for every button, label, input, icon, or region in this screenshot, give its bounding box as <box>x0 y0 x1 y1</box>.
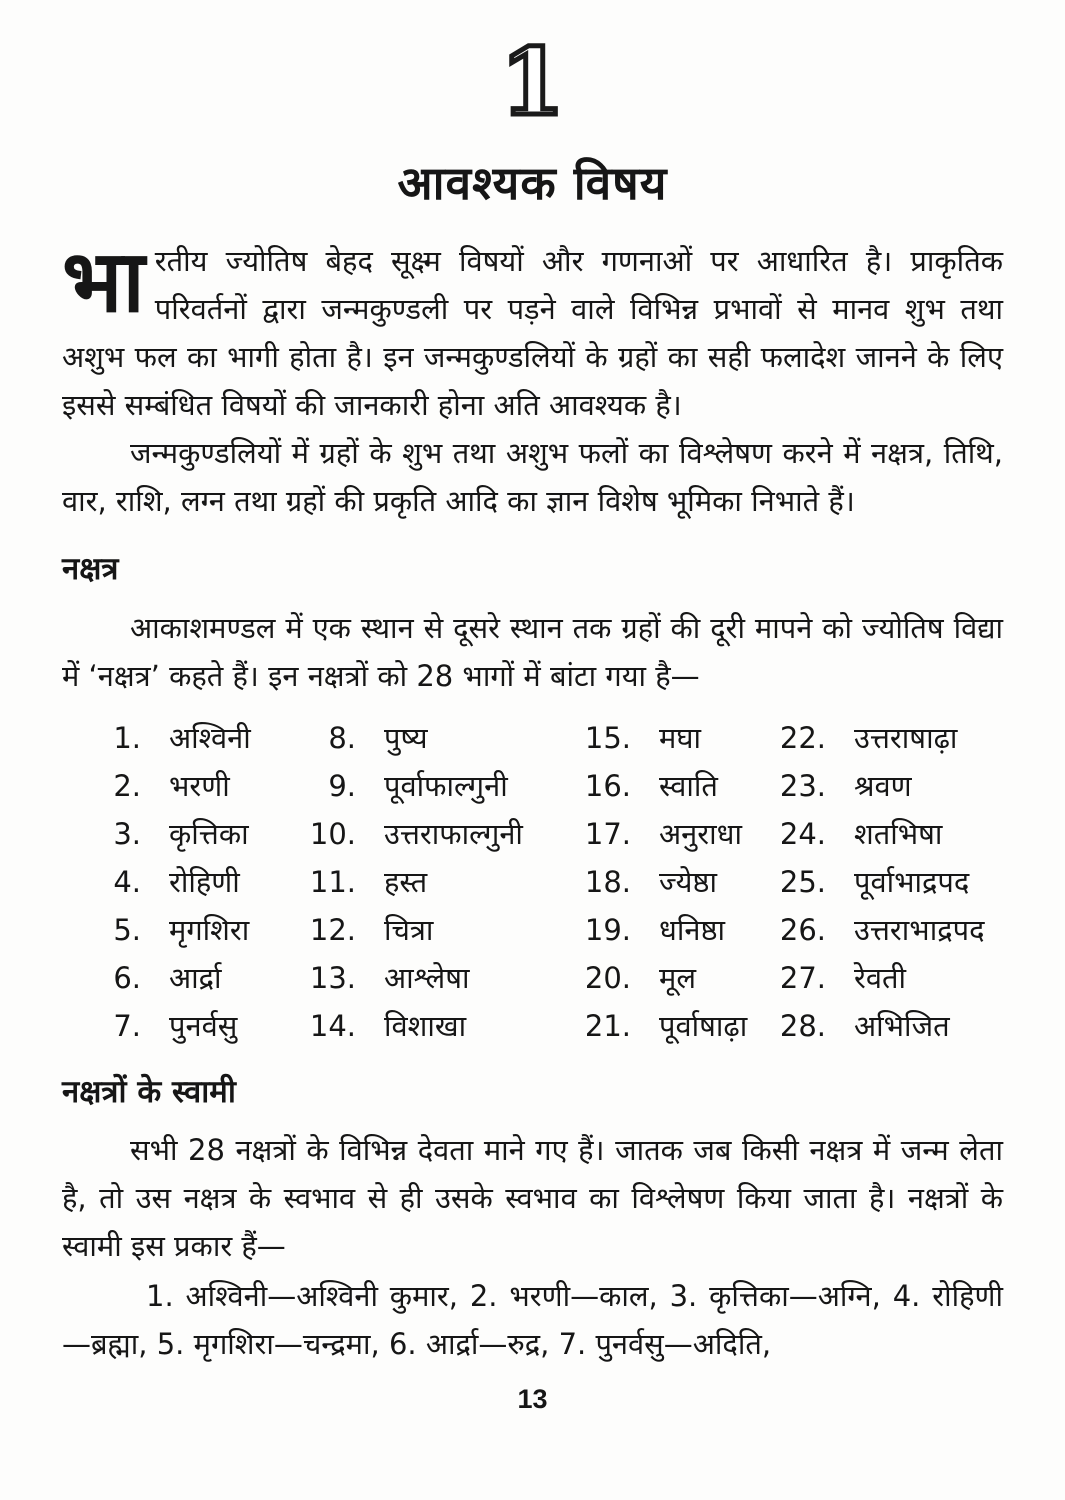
nakshatra-number: 18. <box>584 865 631 900</box>
nakshatra-name: शतभिषा <box>854 817 943 852</box>
intro-paragraph-text: रतीय ज्योतिष बेहद सूक्ष्म विषयों और गणनाओं पर आधारित है। प्राकृतिक परिवर्तनों द्वारा जन्मकुण्डली पर पड़ने वाले विभिन्न प्रभावों से मानव शुभ तथा अशुभ फल का भागी होता है। इन जन्मकुण्डलियों के ग्रहों का सही फलादेश जानने के लिए इससे सम्बंधित विषयों की जानकारी होना अति आवश्यक है। <box>62 244 1003 423</box>
nakshatra-name: पूर्वाफाल्गुनी <box>384 769 508 804</box>
nakshatra-number: 6. <box>113 961 141 996</box>
nakshatra-name: उत्तराभाद्रपद <box>854 913 985 948</box>
nakshatra-name: चित्रा <box>384 913 434 948</box>
nakshatra-name: भरणी <box>169 769 230 804</box>
nakshatra-name: श्रवण <box>854 769 912 804</box>
nakshatra-name: धनिष्ठा <box>659 913 726 948</box>
page-number: 13 <box>517 1383 548 1414</box>
nakshatra-name: स्वाति <box>659 769 718 804</box>
chapter-number: 1 <box>500 28 565 136</box>
nakshatra-name: विशाखा <box>384 1009 467 1044</box>
nakshatra-number: 23. <box>779 769 826 804</box>
nakshatra-intro-paragraph: आकाशमण्डल में एक स्थान से दूसरे स्थान तक ग्रहों की दूरी मापने को ज्योतिष विद्या में ‘नक्षत्र’ कहते हैं। इन नक्षत्रों को 28 भागों में बांटा गया है— <box>62 611 1003 694</box>
nakshatra-name: अभिजित <box>854 1009 950 1044</box>
nakshatra-number: 2. <box>113 769 141 804</box>
nakshatra-number: 20. <box>584 961 631 996</box>
nakshatra-number: 8. <box>328 721 356 756</box>
nakshatra-number: 13. <box>309 961 356 996</box>
section-heading-swami: नक्षत्रों के स्वामी <box>62 1074 236 1111</box>
nakshatra-name: अश्विनी <box>169 721 251 756</box>
nakshatra-name: कृत्तिका <box>169 817 249 852</box>
nakshatra-number: 3. <box>113 817 141 852</box>
chapter-title: आवश्यक विषय <box>397 156 668 210</box>
nakshatra-number: 26. <box>779 913 826 948</box>
nakshatra-number: 19. <box>584 913 631 948</box>
nakshatra-number: 11. <box>309 865 356 900</box>
nakshatra-number: 9. <box>328 769 356 804</box>
nakshatra-number: 7. <box>113 1009 141 1044</box>
nakshatra-name: रोहिणी <box>169 865 240 900</box>
intro-paragraph <box>62 232 1003 429</box>
nakshatra-name: अनुराधा <box>659 817 742 852</box>
nakshatra-number: 5. <box>113 913 141 948</box>
nakshatra-name: हस्त <box>384 865 428 900</box>
nakshatra-number: 14. <box>309 1009 356 1044</box>
nakshatra-number: 25. <box>779 865 826 900</box>
nakshatra-name: आश्लेषा <box>384 961 470 996</box>
swami-list-paragraph: 1. अश्विनी—अश्विनी कुमार, 2. भरणी—काल, 3. कृत्तिका—अग्नि, 4. रोहिणी—ब्रह्मा, 5. मृगशिरा—चन्द्रमा, 6. आर्द्रा—रुद्र, 7. पुनर्वसु—अदिति, <box>62 1278 1003 1361</box>
nakshatra-number: 28. <box>779 1009 826 1044</box>
nakshatra-number: 10. <box>309 817 356 852</box>
nakshatra-number: 27. <box>779 961 826 996</box>
nakshatra-name: पूर्वाषाढ़ा <box>659 1009 748 1044</box>
nakshatra-name: मघा <box>659 721 701 756</box>
nakshatra-name: मूल <box>659 961 697 996</box>
nakshatra-number: 24. <box>779 817 826 852</box>
nakshatra-name: आर्द्रा <box>169 961 222 996</box>
section-heading-nakshatra: नक्षत्र <box>62 551 119 588</box>
nakshatra-number: 4. <box>113 865 141 900</box>
nakshatra-number: 17. <box>584 817 631 852</box>
swami-paragraph: सभी 28 नक्षत्रों के विभिन्न देवता माने गए हैं। जातक जब किसी नक्षत्र में जन्म लेता है, तो उस नक्षत्र के स्वभाव से ही उसके स्वभाव का विश्लेषण किया जाता है। नक्षत्रों के स्वामी इस प्रकार हैं— <box>62 1132 1003 1263</box>
nakshatra-number: 22. <box>779 721 826 756</box>
nakshatra-name: उत्तराषाढ़ा <box>854 721 958 756</box>
nakshatra-number: 1. <box>113 721 141 756</box>
nakshatra-name: रेवती <box>854 961 907 996</box>
nakshatra-name: पूर्वाभाद्रपद <box>854 865 970 900</box>
nakshatra-number: 15. <box>584 721 631 756</box>
nakshatra-name: पुनर्वसु <box>169 1009 238 1044</box>
nakshatra-name: उत्तराफाल्गुनी <box>384 817 523 852</box>
nakshatra-number: 12. <box>309 913 356 948</box>
nakshatra-name: ज्येष्ठा <box>659 865 718 900</box>
nakshatra-name: पुष्य <box>384 721 428 756</box>
nakshatra-number: 16. <box>584 769 631 804</box>
nakshatra-number: 21. <box>584 1009 631 1044</box>
nakshatra-name: मृगशिरा <box>169 913 250 948</box>
nakshatra-list <box>62 714 1003 1050</box>
drop-cap: भा <box>62 232 145 333</box>
analysis-paragraph: जन्मकुण्डलियों में ग्रहों के शुभ तथा अशुभ फलों का विश्लेषण करने में नक्षत्र, तिथि, वार, राशि, लग्न तथा ग्रहों की प्रकृति आदि का ज्ञान विशेष भूमिका निभाते हैं। <box>62 436 1003 519</box>
